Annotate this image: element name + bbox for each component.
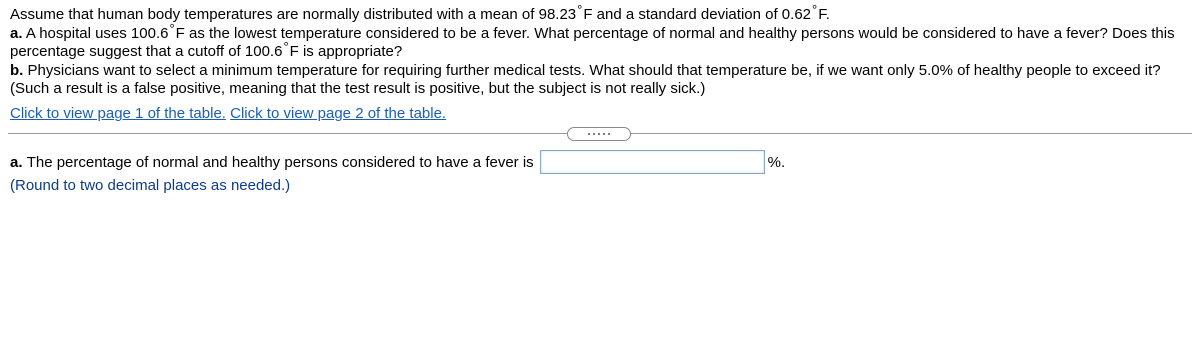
part-b-question xyxy=(10,62,1185,99)
part-a-label: a. xyxy=(10,24,23,42)
rounding-hint: (Round to two decimal places as needed.) xyxy=(10,177,291,194)
intro-text-3: F. xyxy=(818,6,830,23)
table-links xyxy=(10,105,446,123)
answer-row xyxy=(10,150,785,174)
ellipsis-icon xyxy=(588,133,610,135)
degree-symbol: ° xyxy=(812,2,818,17)
table-page-2-link[interactable]: Click to view page 2 of the table. xyxy=(230,105,447,122)
table-page-1-link[interactable]: Click to view page 1 of the table. xyxy=(10,105,226,122)
part-a-question xyxy=(10,20,1185,62)
degree-symbol: ° xyxy=(577,2,583,17)
problem-statement xyxy=(10,2,1185,99)
intro-text-2: F and a standard deviation of 0.62 xyxy=(583,6,812,23)
intro-text-1: Assume that human body temperatures are normally distributed with a mean of 98.23 xyxy=(10,6,577,23)
part-b-text: Physicians want to select a minimum temperature for requiring further medical tests. What should that temperature be, if we want only 5.0% of healthy people to exceed it? (Such a result is a false positive, meaning that the test result is positive, but the subject is not really sick.) xyxy=(10,61,1161,97)
degree-symbol: ° xyxy=(283,39,289,54)
problem-intro xyxy=(10,2,1185,25)
part-a-text-2: F as the lowest temperature considered to be a fever. What percentage of normal and healthy persons would be considered to have a fever? Does this percentage suggest that a cutoff of 100.6 xyxy=(10,24,1175,60)
part-b-label: b. xyxy=(10,61,24,79)
part-a-text-1: A hospital uses 100.6 xyxy=(25,24,169,42)
answer-input[interactable] xyxy=(540,150,765,174)
expand-button[interactable] xyxy=(567,127,631,141)
answer-prompt: The percentage of normal and healthy persons considered to have a fever is xyxy=(26,153,534,171)
degree-symbol: ° xyxy=(169,20,175,36)
part-a-text-3: F is appropriate? xyxy=(289,43,403,60)
answer-part-label: a. xyxy=(10,153,23,171)
answer-unit: %. xyxy=(767,153,786,171)
